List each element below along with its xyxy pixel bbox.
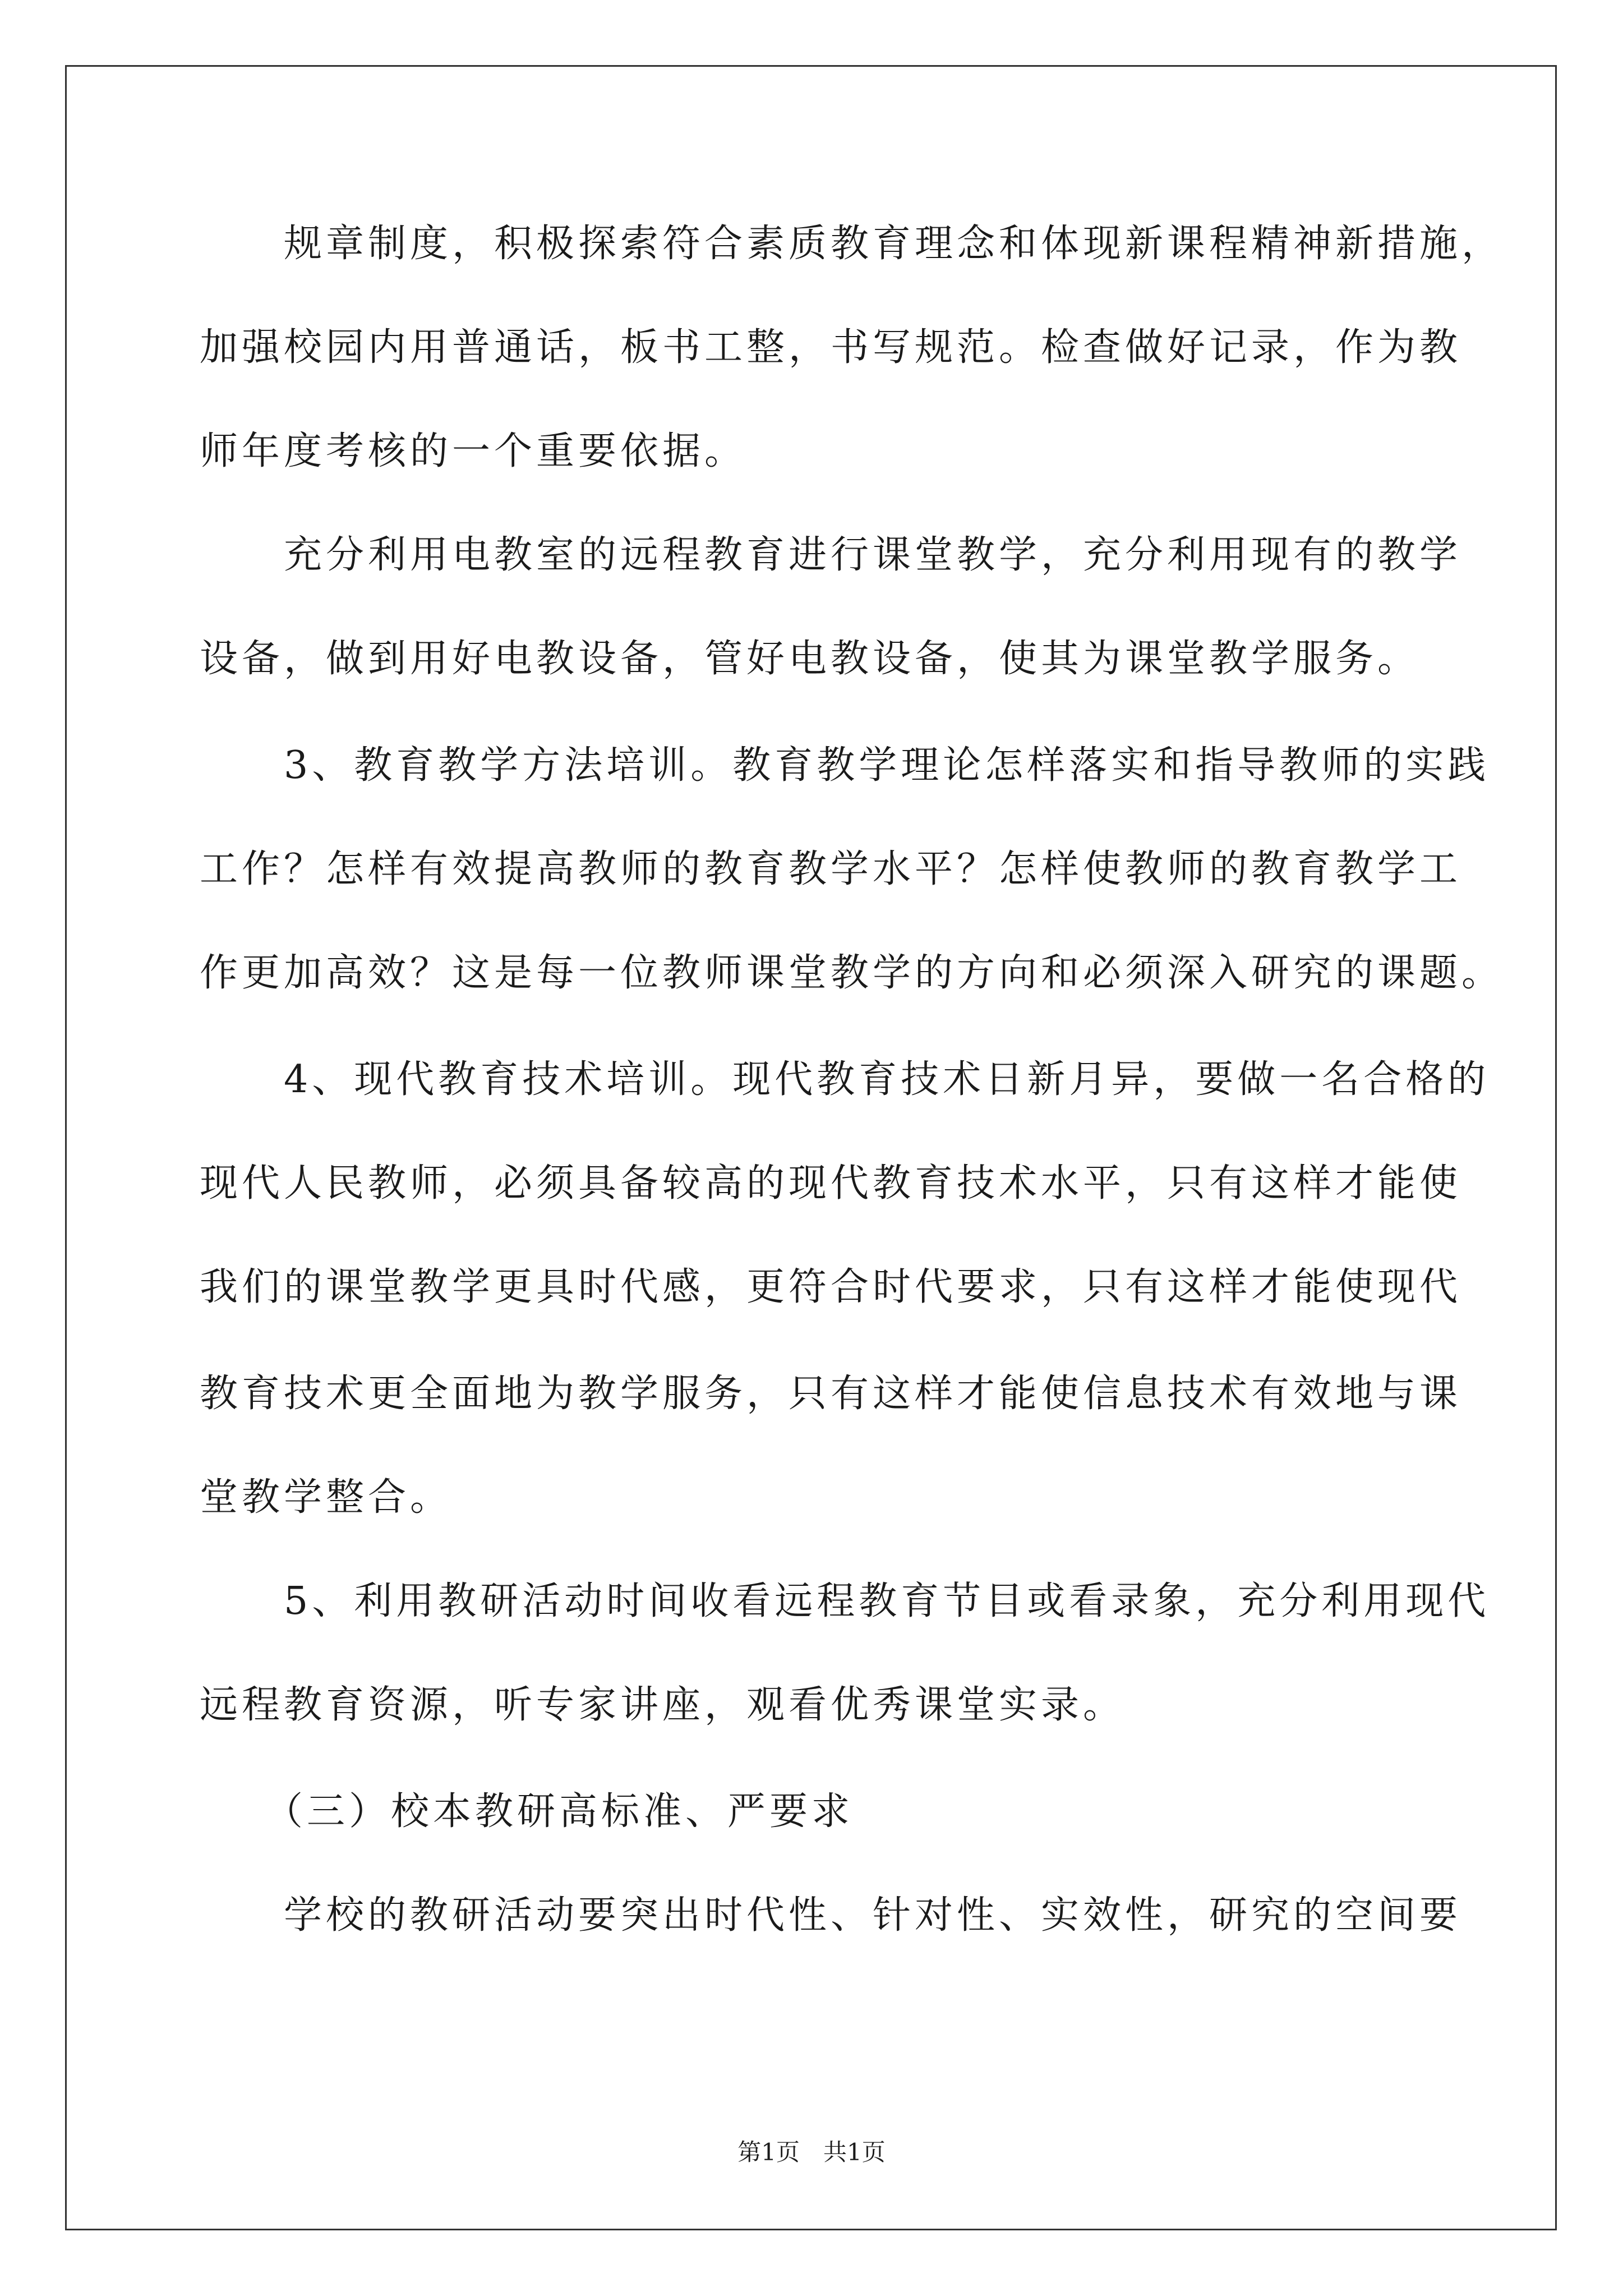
- section-heading: （三）校本教研高标准、严要求: [200, 1789, 854, 1834]
- body-text-line: 作更加高效？这是每一位教师课堂教学的方向和必须深入研究的课题。: [200, 951, 1504, 995]
- body-text-line: 3、教育教学方法培训。教育教学理论怎样落实和指导教师的实践: [200, 743, 1490, 788]
- body-text-line: 加强校园内用普通话，板书工整，书写规范。检查做好记录，作为教: [200, 325, 1462, 370]
- body-text-line: 5、利用教研活动时间收看远程教育节目或看录象，充分利用现代: [200, 1579, 1490, 1623]
- body-text-line: 现代人民教师，必须具备较高的现代教育技术水平，只有这样才能使: [200, 1161, 1462, 1205]
- body-text-line: 4、现代教育技术培训。现代教育技术日新月异，要做一名合格的: [200, 1057, 1490, 1102]
- body-text-line: 充分利用电教室的远程教育进行课堂教学，充分利用现有的教学: [200, 533, 1462, 577]
- body-text-line: 堂教学整合。: [200, 1475, 453, 1520]
- body-text-line: 规章制度，积极探索符合素质教育理念和体现新课程精神新措施，: [200, 222, 1504, 266]
- body-text-line: 工作？怎样有效提高教师的教育教学水平？怎样使教师的教育教学工: [200, 847, 1462, 891]
- body-text-line: 学校的教研活动要突出时代性、针对性、实效性，研究的空间要: [200, 1893, 1462, 1938]
- body-text-line: 设备，做到用好电教设备，管好电教设备，使其为课堂教学服务。: [200, 637, 1420, 681]
- body-text-line: 我们的课堂教学更具时代感，更符合时代要求，只有这样才能使现代: [200, 1265, 1462, 1309]
- body-text-line: 师年度考核的一个重要依据。: [200, 429, 747, 473]
- page-number-footer: 第1页 共1页: [737, 2138, 886, 2166]
- body-text-line: 远程教育资源，听专家讲座，观看优秀课堂实录。: [200, 1683, 1126, 1727]
- body-text-line: 教育技术更全面地为教学服务，只有这样才能使信息技术有效地与课: [200, 1372, 1462, 1416]
